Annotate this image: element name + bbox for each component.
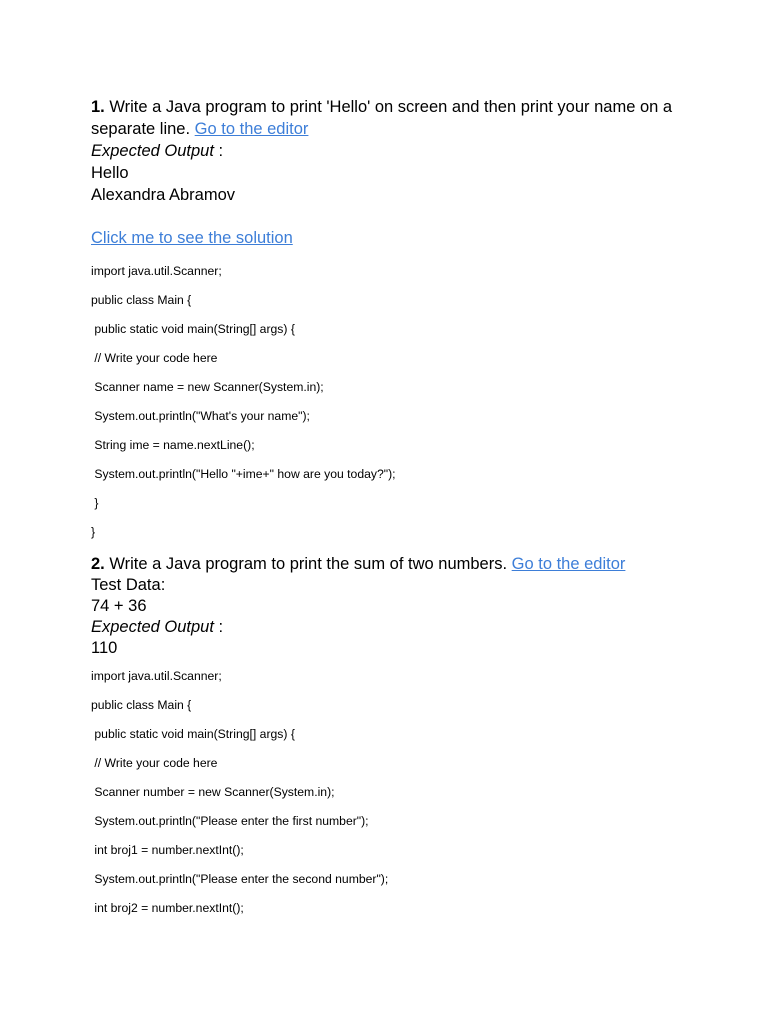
question-1-expected-label: Expected Output [91, 142, 214, 160]
question-2-expected-colon: : [213, 618, 224, 636]
question-2-code-line-6: int broj1 = number.nextInt(); [91, 843, 244, 857]
question-1-expected-colon: : [213, 142, 224, 160]
question-2-test-label: Test Data: [91, 576, 166, 594]
question-2-code-line-7: System.out.println("Please enter the second number"); [91, 872, 389, 886]
question-1-solution [91, 227, 293, 249]
question-2-line-1 [91, 553, 625, 575]
question-1-editor-link[interactable]: Go to the editor [194, 120, 309, 138]
question-2-text: Write a Java program to print the sum of two numbers. [109, 555, 508, 573]
question-1-solution-link[interactable]: Click me to see the solution [91, 229, 293, 247]
question-2-number: 2. [91, 555, 105, 573]
question-2-code-line-3: // Write your code here [91, 756, 218, 770]
question-1-code-line-9: } [91, 525, 96, 539]
question-2-expected-label: Expected Output [91, 618, 214, 636]
question-1-code-line-6: String ime = name.nextLine(); [91, 438, 255, 452]
question-1-code-line-2: public static void main(String[] args) { [91, 322, 295, 336]
question-1-code-line-4: Scanner name = new Scanner(System.in); [91, 380, 324, 394]
question-1-code-line-8: } [91, 496, 99, 510]
question-2-code-line-4: Scanner number = new Scanner(System.in); [91, 785, 335, 799]
question-1-line-1 [91, 96, 672, 118]
question-1-code-line-1: public class Main { [91, 293, 192, 307]
question-1-output-line-2: Alexandra Abramov [91, 186, 235, 204]
question-1-output-line-1: Hello [91, 164, 129, 182]
question-1-text-line2: separate line. [91, 120, 191, 138]
question-1-code-line-5: System.out.println("What's your name"); [91, 409, 310, 423]
question-1-expected-output-line [91, 140, 672, 162]
question-1 [91, 96, 672, 206]
question-2-expected-output-line [91, 616, 223, 638]
question-2-editor-link[interactable]: Go to the editor [511, 555, 626, 573]
question-1-code-line-0: import java.util.Scanner; [91, 264, 222, 278]
question-2-code-line-8: int broj2 = number.nextInt(); [91, 901, 244, 915]
question-1-text-line1: Write a Java program to print 'Hello' on screen and then print your name on a [109, 98, 673, 116]
question-2-code-line-2: public static void main(String[] args) { [91, 727, 295, 741]
question-2-code-line-1: public class Main { [91, 698, 192, 712]
question-1-number: 1. [91, 98, 105, 116]
question-1-line-2 [91, 118, 672, 140]
question-2-test-value: 74 + 36 [91, 597, 147, 615]
question-2 [91, 553, 625, 575]
question-1-code-line-7: System.out.println("Hello "+ime+" how are you today?"); [91, 467, 396, 481]
question-2-code-line-5: System.out.println("Please enter the first number"); [91, 814, 369, 828]
question-2-output: 110 [91, 639, 118, 657]
question-2-code-line-0: import java.util.Scanner; [91, 669, 222, 683]
question-1-code-line-3: // Write your code here [91, 351, 218, 365]
